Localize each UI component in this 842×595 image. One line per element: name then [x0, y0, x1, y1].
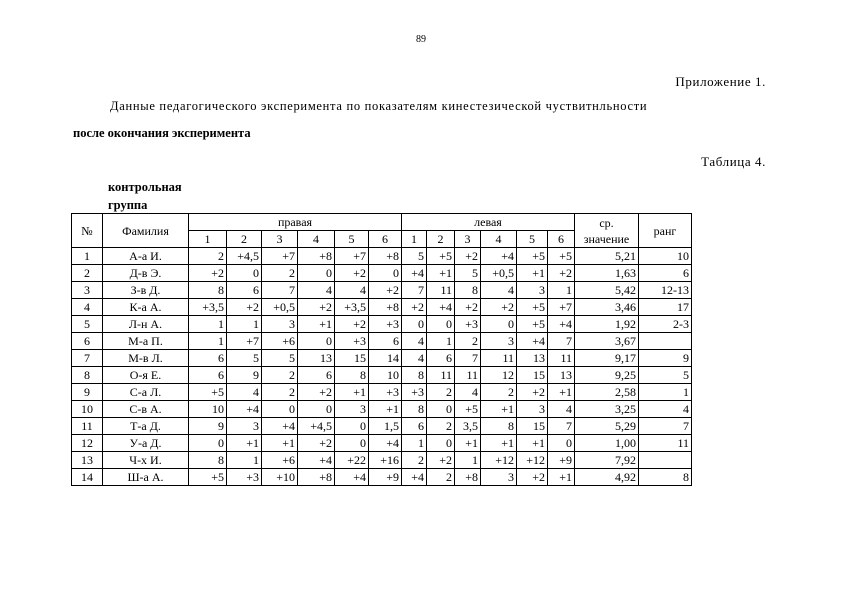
table-row — [72, 299, 692, 316]
header-avg-line1: ср. — [599, 215, 614, 230]
cell-right-6: +8 — [369, 299, 402, 316]
cell-left-4: 0 — [481, 316, 517, 333]
cell-rank: 2-3 — [639, 316, 692, 333]
header-left-4: 4 — [481, 231, 517, 248]
cell-right-2: 6 — [227, 282, 262, 299]
cell-right-6: +3 — [369, 384, 402, 401]
cell-right-2: 4 — [227, 384, 262, 401]
cell-right-5: +2 — [335, 265, 369, 282]
cell-right-2: 0 — [227, 265, 262, 282]
cell-right-3: +6 — [262, 452, 298, 469]
header-left-3: 3 — [455, 231, 481, 248]
cell-right-3: +7 — [262, 248, 298, 265]
cell-right-2: 3 — [227, 418, 262, 435]
header-right-3: 3 — [262, 231, 298, 248]
cell-num: 10 — [72, 401, 103, 418]
cell-right-2: 5 — [227, 350, 262, 367]
cell-avg: 1,00 — [575, 435, 639, 452]
cell-avg: 9,17 — [575, 350, 639, 367]
cell-left-2: 0 — [427, 435, 455, 452]
cell-right-3: +0,5 — [262, 299, 298, 316]
cell-rank: 17 — [639, 299, 692, 316]
table-row — [72, 469, 692, 486]
cell-num: 3 — [72, 282, 103, 299]
cell-left-4: 3 — [481, 333, 517, 350]
cell-right-4: +1 — [298, 316, 335, 333]
table-row — [72, 452, 692, 469]
cell-left-4: 12 — [481, 367, 517, 384]
cell-left-2: +5 — [427, 248, 455, 265]
cell-right-6: +4 — [369, 435, 402, 452]
cell-left-1: 2 — [402, 452, 427, 469]
cell-right-5: +2 — [335, 316, 369, 333]
cell-name: Т-а Д. — [103, 418, 189, 435]
cell-left-2: +2 — [427, 452, 455, 469]
cell-left-3: 4 — [455, 384, 481, 401]
table-row — [72, 401, 692, 418]
cell-left-6: 7 — [548, 418, 575, 435]
cell-rank: 5 — [639, 367, 692, 384]
cell-right-4: +2 — [298, 299, 335, 316]
cell-avg: 7,92 — [575, 452, 639, 469]
cell-name: А-а И. — [103, 248, 189, 265]
cell-name: К-а А. — [103, 299, 189, 316]
cell-num: 8 — [72, 367, 103, 384]
cell-left-6: +9 — [548, 452, 575, 469]
cell-right-3: +1 — [262, 435, 298, 452]
table-row — [72, 282, 692, 299]
cell-right-4: 6 — [298, 367, 335, 384]
table-row — [72, 265, 692, 282]
cell-left-1: 8 — [402, 401, 427, 418]
cell-left-3: +3 — [455, 316, 481, 333]
header-rank: ранг — [639, 214, 692, 248]
cell-left-3: 5 — [455, 265, 481, 282]
cell-right-6: +2 — [369, 282, 402, 299]
cell-left-1: 1 — [402, 435, 427, 452]
cell-right-1: 8 — [189, 452, 227, 469]
cell-left-1: 5 — [402, 248, 427, 265]
cell-left-3: +5 — [455, 401, 481, 418]
cell-left-1: +2 — [402, 299, 427, 316]
cell-right-6: 0 — [369, 265, 402, 282]
cell-right-6: +16 — [369, 452, 402, 469]
cell-right-3: 5 — [262, 350, 298, 367]
table-row — [72, 367, 692, 384]
cell-left-3: 1 — [455, 452, 481, 469]
cell-left-5: +5 — [517, 299, 548, 316]
cell-rank: 6 — [639, 265, 692, 282]
cell-right-3: 2 — [262, 265, 298, 282]
cell-right-6: +9 — [369, 469, 402, 486]
cell-right-1: +5 — [189, 384, 227, 401]
cell-right-1: 10 — [189, 401, 227, 418]
cell-right-2: +7 — [227, 333, 262, 350]
cell-num: 6 — [72, 333, 103, 350]
cell-right-4: +8 — [298, 248, 335, 265]
cell-left-1: 4 — [402, 350, 427, 367]
cell-right-6: 1,5 — [369, 418, 402, 435]
cell-left-4: +1 — [481, 401, 517, 418]
cell-right-3: +10 — [262, 469, 298, 486]
cell-right-2: +4 — [227, 401, 262, 418]
cell-right-1: 1 — [189, 316, 227, 333]
cell-right-5: 0 — [335, 435, 369, 452]
cell-name: О-я Е. — [103, 367, 189, 384]
table-row — [72, 316, 692, 333]
cell-num: 4 — [72, 299, 103, 316]
cell-avg: 3,46 — [575, 299, 639, 316]
cell-rank — [639, 333, 692, 350]
cell-rank: 10 — [639, 248, 692, 265]
header-left-6: 6 — [548, 231, 575, 248]
cell-right-1: 6 — [189, 367, 227, 384]
cell-rank: 4 — [639, 401, 692, 418]
header-right-4: 4 — [298, 231, 335, 248]
cell-num: 11 — [72, 418, 103, 435]
header-right-5: 5 — [335, 231, 369, 248]
header-avg-line2: значение — [583, 231, 630, 246]
cell-right-2: +4,5 — [227, 248, 262, 265]
cell-right-6: +1 — [369, 401, 402, 418]
cell-left-2: 0 — [427, 316, 455, 333]
cell-avg: 3,25 — [575, 401, 639, 418]
cell-right-3: 0 — [262, 401, 298, 418]
cell-rank: 11 — [639, 435, 692, 452]
cell-left-6: +1 — [548, 384, 575, 401]
table-label: Таблица 4. — [701, 154, 766, 169]
cell-right-5: 4 — [335, 282, 369, 299]
page-number: 89 — [416, 34, 426, 45]
cell-right-2: 1 — [227, 452, 262, 469]
cell-left-2: 2 — [427, 469, 455, 486]
cell-right-2: 9 — [227, 367, 262, 384]
cell-left-6: 4 — [548, 401, 575, 418]
cell-left-3: 8 — [455, 282, 481, 299]
cell-right-4: +8 — [298, 469, 335, 486]
cell-right-2: +1 — [227, 435, 262, 452]
cell-right-1: 9 — [189, 418, 227, 435]
cell-left-6: 1 — [548, 282, 575, 299]
header-num: № — [72, 214, 103, 248]
cell-left-4: 11 — [481, 350, 517, 367]
cell-left-5: +2 — [517, 384, 548, 401]
table-row — [72, 435, 692, 452]
cell-right-6: 10 — [369, 367, 402, 384]
cell-left-2: 1 — [427, 333, 455, 350]
cell-left-3: 7 — [455, 350, 481, 367]
cell-rank — [639, 452, 692, 469]
cell-left-4: +1 — [481, 435, 517, 452]
cell-left-3: +1 — [455, 435, 481, 452]
cell-avg: 2,58 — [575, 384, 639, 401]
cell-left-2: 11 — [427, 367, 455, 384]
cell-left-3: +2 — [455, 248, 481, 265]
cell-left-6: 7 — [548, 333, 575, 350]
cell-left-6: +5 — [548, 248, 575, 265]
cell-left-1: 8 — [402, 367, 427, 384]
cell-right-1: 0 — [189, 435, 227, 452]
cell-left-3: 11 — [455, 367, 481, 384]
cell-left-3: +8 — [455, 469, 481, 486]
cell-name: М-в Л. — [103, 350, 189, 367]
cell-rank: 12-13 — [639, 282, 692, 299]
cell-name: У-а Д. — [103, 435, 189, 452]
document-subtitle: после окончания эксперимента — [73, 126, 251, 140]
cell-left-5: +12 — [517, 452, 548, 469]
cell-right-5: +22 — [335, 452, 369, 469]
cell-left-4: 3 — [481, 469, 517, 486]
cell-left-4: +12 — [481, 452, 517, 469]
cell-right-1: +2 — [189, 265, 227, 282]
cell-left-6: 13 — [548, 367, 575, 384]
header-left-5: 5 — [517, 231, 548, 248]
cell-rank: 7 — [639, 418, 692, 435]
cell-left-4: 4 — [481, 282, 517, 299]
cell-right-5: +7 — [335, 248, 369, 265]
header-right-1: 1 — [189, 231, 227, 248]
group-label — [108, 178, 208, 214]
table-row — [72, 384, 692, 401]
cell-right-1: 2 — [189, 248, 227, 265]
cell-left-1: +4 — [402, 265, 427, 282]
cell-num: 1 — [72, 248, 103, 265]
cell-num: 2 — [72, 265, 103, 282]
appendix-label: Приложение 1. — [675, 74, 766, 89]
header-left-hand: левая — [402, 214, 575, 231]
cell-avg: 9,25 — [575, 367, 639, 384]
cell-num: 9 — [72, 384, 103, 401]
cell-left-4: +2 — [481, 299, 517, 316]
cell-avg: 5,29 — [575, 418, 639, 435]
cell-left-5: 13 — [517, 350, 548, 367]
cell-left-3: 3,5 — [455, 418, 481, 435]
cell-left-6: 11 — [548, 350, 575, 367]
cell-rank: 8 — [639, 469, 692, 486]
cell-left-5: +1 — [517, 435, 548, 452]
cell-right-4: 0 — [298, 333, 335, 350]
cell-right-1: 1 — [189, 333, 227, 350]
cell-left-6: +1 — [548, 469, 575, 486]
cell-name: Л-н А. — [103, 316, 189, 333]
cell-right-4: +4 — [298, 452, 335, 469]
cell-left-1: 4 — [402, 333, 427, 350]
cell-name: З-в Д. — [103, 282, 189, 299]
cell-left-1: 6 — [402, 418, 427, 435]
cell-left-1: +3 — [402, 384, 427, 401]
header-left-2: 2 — [427, 231, 455, 248]
cell-right-1: +5 — [189, 469, 227, 486]
cell-name: С-а Л. — [103, 384, 189, 401]
cell-right-2: 1 — [227, 316, 262, 333]
cell-right-6: +8 — [369, 248, 402, 265]
cell-right-4: +2 — [298, 384, 335, 401]
cell-num: 13 — [72, 452, 103, 469]
group-label-line2: группа — [108, 198, 148, 212]
cell-right-1: 6 — [189, 350, 227, 367]
cell-right-4: 4 — [298, 282, 335, 299]
experiment-table — [71, 213, 692, 486]
cell-left-4: +0,5 — [481, 265, 517, 282]
cell-left-5: 3 — [517, 282, 548, 299]
cell-left-4: 8 — [481, 418, 517, 435]
cell-avg: 1,63 — [575, 265, 639, 282]
cell-left-2: 0 — [427, 401, 455, 418]
cell-num: 7 — [72, 350, 103, 367]
cell-right-5: 8 — [335, 367, 369, 384]
cell-name: Ч-х И. — [103, 452, 189, 469]
table-row — [72, 350, 692, 367]
cell-right-5: 3 — [335, 401, 369, 418]
cell-right-5: 15 — [335, 350, 369, 367]
cell-right-3: 2 — [262, 384, 298, 401]
cell-left-5: +1 — [517, 265, 548, 282]
cell-left-5: +5 — [517, 248, 548, 265]
cell-name: М-а П. — [103, 333, 189, 350]
cell-right-5: +3,5 — [335, 299, 369, 316]
header-row-top — [72, 214, 692, 231]
cell-right-5: +1 — [335, 384, 369, 401]
cell-right-4: 0 — [298, 401, 335, 418]
cell-left-5: +4 — [517, 333, 548, 350]
cell-left-2: 11 — [427, 282, 455, 299]
header-right-6: 6 — [369, 231, 402, 248]
table-row — [72, 418, 692, 435]
header-left-1: 1 — [402, 231, 427, 248]
cell-avg: 5,42 — [575, 282, 639, 299]
cell-left-6: +4 — [548, 316, 575, 333]
cell-left-6: +2 — [548, 265, 575, 282]
cell-right-6: +3 — [369, 316, 402, 333]
cell-right-2: +3 — [227, 469, 262, 486]
cell-name: Ш-а А. — [103, 469, 189, 486]
cell-left-2: +4 — [427, 299, 455, 316]
cell-right-4: 0 — [298, 265, 335, 282]
cell-left-2: 2 — [427, 418, 455, 435]
cell-right-5: +4 — [335, 469, 369, 486]
cell-left-3: +2 — [455, 299, 481, 316]
cell-num: 14 — [72, 469, 103, 486]
header-name: Фамилия — [103, 214, 189, 248]
cell-num: 12 — [72, 435, 103, 452]
cell-left-1: +4 — [402, 469, 427, 486]
cell-right-3: 7 — [262, 282, 298, 299]
group-label-line1: контрольная — [108, 180, 182, 194]
cell-left-5: 3 — [517, 401, 548, 418]
cell-right-6: 6 — [369, 333, 402, 350]
cell-right-2: +2 — [227, 299, 262, 316]
cell-right-4: +2 — [298, 435, 335, 452]
cell-right-5: +3 — [335, 333, 369, 350]
table-body — [72, 248, 692, 486]
cell-avg: 3,67 — [575, 333, 639, 350]
cell-right-4: 13 — [298, 350, 335, 367]
cell-left-5: +5 — [517, 316, 548, 333]
cell-left-5: 15 — [517, 418, 548, 435]
cell-num: 5 — [72, 316, 103, 333]
cell-avg: 1,92 — [575, 316, 639, 333]
cell-left-4: 2 — [481, 384, 517, 401]
cell-right-6: 14 — [369, 350, 402, 367]
cell-left-5: 15 — [517, 367, 548, 384]
cell-right-3: 2 — [262, 367, 298, 384]
cell-right-1: 8 — [189, 282, 227, 299]
cell-left-4: +4 — [481, 248, 517, 265]
document-title: Данные педагогического эксперимента по показателям кинестезической чуствитнльности — [110, 99, 648, 113]
cell-left-3: 2 — [455, 333, 481, 350]
cell-right-3: 3 — [262, 316, 298, 333]
cell-right-5: 0 — [335, 418, 369, 435]
cell-left-1: 7 — [402, 282, 427, 299]
cell-left-2: 2 — [427, 384, 455, 401]
table-row — [72, 333, 692, 350]
cell-left-6: +7 — [548, 299, 575, 316]
cell-name: Д-в Э. — [103, 265, 189, 282]
cell-right-1: +3,5 — [189, 299, 227, 316]
cell-rank: 9 — [639, 350, 692, 367]
cell-left-5: +2 — [517, 469, 548, 486]
cell-right-3: +6 — [262, 333, 298, 350]
cell-left-2: 6 — [427, 350, 455, 367]
cell-left-1: 0 — [402, 316, 427, 333]
header-right-2: 2 — [227, 231, 262, 248]
header-avg — [575, 214, 639, 248]
cell-right-3: +4 — [262, 418, 298, 435]
table-row — [72, 248, 692, 265]
cell-left-2: +1 — [427, 265, 455, 282]
cell-rank: 1 — [639, 384, 692, 401]
cell-name: С-в А. — [103, 401, 189, 418]
header-right-hand: правая — [189, 214, 402, 231]
cell-right-4: +4,5 — [298, 418, 335, 435]
cell-avg: 4,92 — [575, 469, 639, 486]
cell-left-6: 0 — [548, 435, 575, 452]
cell-avg: 5,21 — [575, 248, 639, 265]
